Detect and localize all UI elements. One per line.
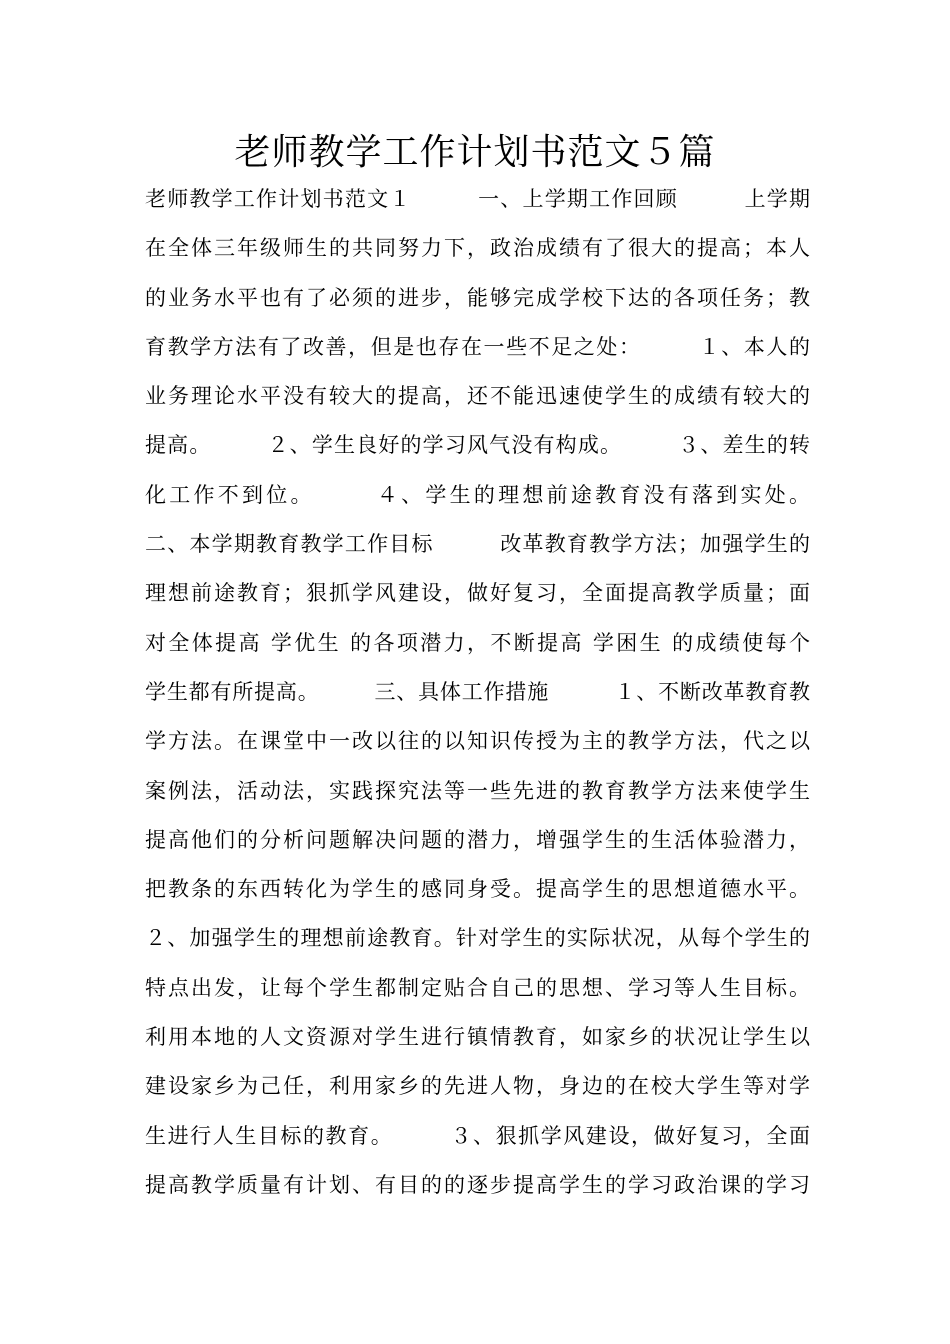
text-line: 学生都有所提高。 三、具体工作措施 １、不断改革教育教	[145, 679, 810, 704]
text-line: 提高。 ２、学生良好的学习风气没有构成。 ３、差生的转	[145, 433, 810, 458]
text-line: 对全体提高 学优生 的各项潜力，不断提高 学困生 的成绩使每个	[145, 630, 810, 655]
text-line: 育教学方法有了改善，但是也存在一些不足之处： １、本人的	[145, 334, 810, 359]
text-line: 生进行人生目标的教育。 ３、狠抓学风建设，做好复习，全面	[145, 1123, 810, 1148]
text-line: 特点出发，让每个学生都制定贴合自己的思想、学习等人生目标。	[145, 975, 810, 1000]
text-line: 的业务水平也有了必须的进步，能够完成学校下达的各项任务；教	[145, 285, 810, 310]
text-line: 建设家乡为己任，利用家乡的先进人物，身边的在校大学生等对学	[145, 1074, 810, 1099]
document-body	[145, 175, 810, 1210]
text-line: 二、本学期教育教学工作目标 改革教育教学方法；加强学生的	[145, 532, 810, 557]
document-title: 老师教学工作计划书范文５篇	[234, 132, 716, 173]
text-line: 案例法，活动法，实践探究法等一些先进的教育教学方法来使学生	[145, 778, 810, 803]
text-line: 提高他们的分析问题解决问题的潜力，增强学生的生活体验潜力，	[145, 827, 810, 852]
text-line: 学方法。在课堂中一改以往的以知识传授为主的教学方法，代之以	[145, 729, 810, 754]
text-line: 利用本地的人文资源对学生进行镇情教育，如家乡的状况让学生以	[145, 1025, 810, 1050]
text-line: ２、加强学生的理想前途教育。针对学生的实际状况，从每个学生的	[145, 926, 810, 951]
text-line: 提高教学质量有计划、有目的的逐步提高学生的学习政治课的学习	[145, 1172, 810, 1197]
text-line: 把教条的东西转化为学生的感同身受。提高学生的思想道德水平。	[145, 877, 810, 902]
text-line: 在全体三年级师生的共同努力下，政治成绩有了很大的提高；本人	[145, 236, 810, 261]
text-line: 老师教学工作计划书范文１ 一、上学期工作回顾 上学期	[145, 187, 810, 211]
text-line: 理想前途教育；狠抓学风建设，做好复习，全面提高教学质量；面	[145, 581, 810, 606]
text-line: 业务理论水平没有较大的提高，还不能迅速使学生的成绩有较大的	[145, 384, 810, 409]
text-line: 化工作不到位。 ４、学生的理想前途教育没有落到实处。	[145, 482, 810, 507]
